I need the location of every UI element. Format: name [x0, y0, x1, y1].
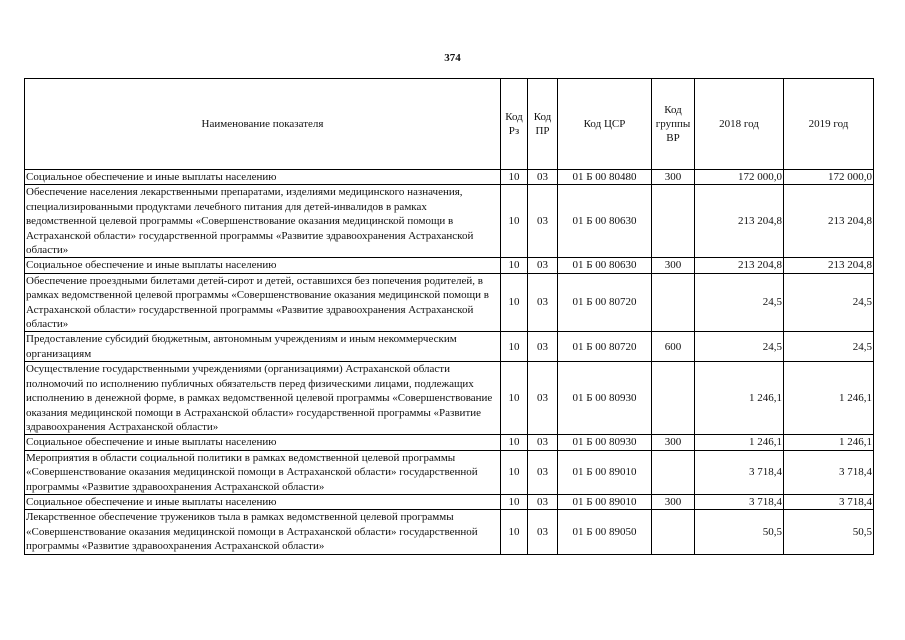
row-vr — [652, 185, 695, 258]
row-pr: 03 — [528, 258, 558, 273]
row-csr: 01 Б 00 89010 — [558, 494, 652, 509]
row-csr: 01 Б 00 80480 — [558, 170, 652, 185]
row-rz: 10 — [501, 273, 528, 332]
row-csr: 01 Б 00 80930 — [558, 362, 652, 435]
row-csr: 01 Б 00 89050 — [558, 510, 652, 554]
table-row — [25, 332, 874, 362]
budget-table — [24, 78, 874, 555]
table-row — [25, 510, 874, 554]
row-2018: 213 204,8 — [695, 185, 784, 258]
header-name: Наименование показателя — [25, 79, 501, 170]
row-name: Мероприятия в области социальной политики в рамках ведомственной целевой программы «Совершенствование оказания медицинской помощи в Астраханской области» государственной программы «Развитие здравоохранения Астраханской области» — [25, 450, 501, 494]
table-row — [25, 435, 874, 450]
row-pr: 03 — [528, 170, 558, 185]
row-vr — [652, 273, 695, 332]
row-2018: 3 718,4 — [695, 494, 784, 509]
row-name: Социальное обеспечение и иные выплаты населению — [25, 170, 501, 185]
row-pr: 03 — [528, 362, 558, 435]
table-row — [25, 362, 874, 435]
row-pr: 03 — [528, 450, 558, 494]
row-rz: 10 — [501, 510, 528, 554]
row-pr: 03 — [528, 332, 558, 362]
row-rz: 10 — [501, 170, 528, 185]
row-vr: 300 — [652, 494, 695, 509]
table-row — [25, 494, 874, 509]
row-rz: 10 — [501, 450, 528, 494]
row-rz: 10 — [501, 435, 528, 450]
row-name: Предоставление субсидий бюджетным, автономным учреждениям и иным некоммерческим организациям — [25, 332, 501, 362]
table-body — [25, 170, 874, 555]
header-rz: Код Рз — [501, 79, 528, 170]
table-row — [25, 170, 874, 185]
row-name: Социальное обеспечение и иные выплаты населению — [25, 258, 501, 273]
header-row — [25, 79, 874, 170]
row-2019: 213 204,8 — [784, 258, 874, 273]
row-name: Обеспечение населения лекарственными препаратами, изделиями медицинского назначения, специализированными продуктами лечебного питания для детей-инвалидов в рамках ведомственной целевой программы «Совершенствование оказания медицинской помощи в Астраханской области» государственной программы «Развитие здравоохранения Астраханской области» — [25, 185, 501, 258]
row-2018: 24,5 — [695, 273, 784, 332]
row-rz: 10 — [501, 494, 528, 509]
row-pr: 03 — [528, 510, 558, 554]
row-pr: 03 — [528, 273, 558, 332]
row-2019: 3 718,4 — [784, 450, 874, 494]
row-2019: 24,5 — [784, 273, 874, 332]
row-pr: 03 — [528, 185, 558, 258]
row-csr: 01 Б 00 80630 — [558, 185, 652, 258]
row-2019: 1 246,1 — [784, 362, 874, 435]
row-vr: 300 — [652, 258, 695, 273]
header-vr: Код группы ВР — [652, 79, 695, 170]
table-row — [25, 185, 874, 258]
row-pr: 03 — [528, 435, 558, 450]
table-row — [25, 273, 874, 332]
row-name: Обеспечение проездными билетами детей-сирот и детей, оставшихся без попечения родителей, в рамках ведомственной целевой программы «Совершенствование оказания медицинской помощи в Астраханской области» государственной программы «Развитие здравоохранения Астраханской области» — [25, 273, 501, 332]
row-vr: 300 — [652, 435, 695, 450]
row-2019: 1 246,1 — [784, 435, 874, 450]
row-csr: 01 Б 00 80720 — [558, 273, 652, 332]
row-vr: 300 — [652, 170, 695, 185]
row-2018: 172 000,0 — [695, 170, 784, 185]
row-2018: 3 718,4 — [695, 450, 784, 494]
row-rz: 10 — [501, 332, 528, 362]
header-csr: Код ЦСР — [558, 79, 652, 170]
row-vr — [652, 362, 695, 435]
row-name: Лекарственное обеспечение тружеников тыла в рамках ведомственной целевой программы «Совершенствование оказания медицинской помощи в Астраханской области» государственной программы «Развитие здравоохранения Астраханской области» — [25, 510, 501, 554]
row-name: Осуществление государственными учреждениями (организациями) Астраханской области полномочий по исполнению публичных обязательств перед физическими лицами, подлежащих исполнению в денежной форме, в рамках ведомственной целевой программы «Совершенствование оказания медицинской помощи в Астраханской области» государственной программы «Развитие здравоохранения Астраханской области» — [25, 362, 501, 435]
row-2019: 213 204,8 — [784, 185, 874, 258]
row-name: Социальное обеспечение и иные выплаты населению — [25, 494, 501, 509]
row-2019: 3 718,4 — [784, 494, 874, 509]
row-2019: 172 000,0 — [784, 170, 874, 185]
table-row — [25, 258, 874, 273]
header-pr: Код ПР — [528, 79, 558, 170]
row-rz: 10 — [501, 362, 528, 435]
row-name: Социальное обеспечение и иные выплаты населению — [25, 435, 501, 450]
row-2019: 24,5 — [784, 332, 874, 362]
row-2018: 213 204,8 — [695, 258, 784, 273]
row-2018: 1 246,1 — [695, 435, 784, 450]
header-2019: 2019 год — [784, 79, 874, 170]
table-row — [25, 450, 874, 494]
row-csr: 01 Б 00 80630 — [558, 258, 652, 273]
row-csr: 01 Б 00 80720 — [558, 332, 652, 362]
row-csr: 01 Б 00 80930 — [558, 435, 652, 450]
header-2018: 2018 год — [695, 79, 784, 170]
row-pr: 03 — [528, 494, 558, 509]
row-rz: 10 — [501, 185, 528, 258]
row-2019: 50,5 — [784, 510, 874, 554]
row-2018: 1 246,1 — [695, 362, 784, 435]
row-vr: 600 — [652, 332, 695, 362]
row-2018: 50,5 — [695, 510, 784, 554]
row-vr — [652, 510, 695, 554]
row-vr — [652, 450, 695, 494]
row-rz: 10 — [501, 258, 528, 273]
page-number: 374 — [444, 52, 461, 64]
row-csr: 01 Б 00 89010 — [558, 450, 652, 494]
row-2018: 24,5 — [695, 332, 784, 362]
